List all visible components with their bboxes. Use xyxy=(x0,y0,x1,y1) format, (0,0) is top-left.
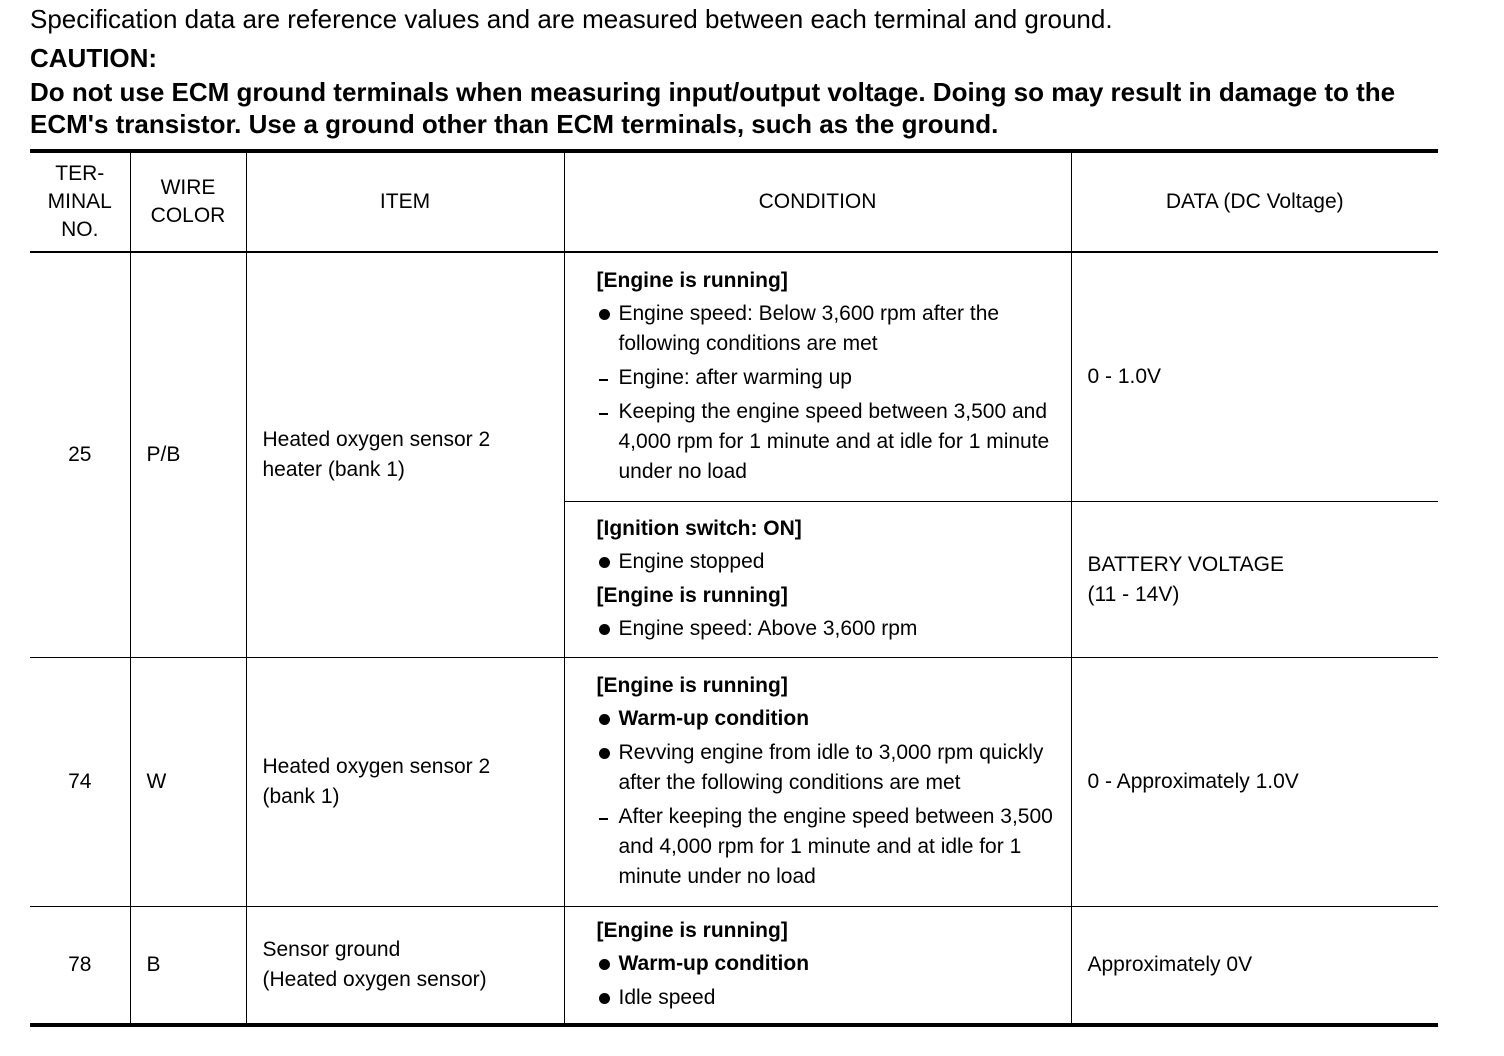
item-cell xyxy=(246,252,564,658)
item-line: heater (bank 1) xyxy=(262,458,405,481)
header-data: DATA (DC Voltage) xyxy=(1071,151,1438,252)
condition-bullet: Engine stopped xyxy=(618,549,765,573)
wire-color: P/B xyxy=(130,252,246,658)
condition-bullet: Idle speed xyxy=(618,985,716,1009)
condition-subbullet: After keeping the engine speed between 3,500 and 4,000 rpm for 1 minute and at idle for 1 minute under no load xyxy=(618,804,1053,888)
condition-header: [Engine is running] xyxy=(596,673,788,697)
condition-header: [Ignition switch: ON] xyxy=(596,516,802,540)
data-value: Approximately 0V xyxy=(1087,953,1253,976)
condition-cell xyxy=(564,658,1071,907)
header-terminal-line: NO. xyxy=(61,218,99,241)
item-cell xyxy=(246,658,564,907)
item-line: (bank 1) xyxy=(262,785,340,808)
wire-color: B xyxy=(130,907,246,1026)
data-cell xyxy=(1071,252,1438,502)
header-terminal-no xyxy=(30,151,130,252)
condition-bullet: Warm-up condition xyxy=(618,951,810,975)
caution-body: Do not use ECM ground terminals when measuring input/output voltage. Doing so may result in damage to the ECM's transistor. Use a ground other than ECM terminals, such as the ground. xyxy=(30,77,1396,139)
data-value: 0 - 1.0V xyxy=(1087,365,1162,388)
terminal-number: 25 xyxy=(68,443,92,466)
data-value: BATTERY VOLTAGE xyxy=(1087,552,1284,576)
wire-color: W xyxy=(130,658,246,907)
condition-cell xyxy=(564,252,1071,502)
data-value: 0 - Approximately 1.0V xyxy=(1087,770,1299,793)
table-header-row xyxy=(30,151,1438,252)
intro-text: Specification data are reference values and are measured between each terminal and ground. xyxy=(30,4,1113,34)
item-cell xyxy=(246,907,564,1026)
condition-header: [Engine is running] xyxy=(596,268,788,292)
header-wire-line: COLOR xyxy=(150,204,226,227)
header-terminal-line: MINAL xyxy=(47,190,112,213)
condition-subbullet: Keeping the engine speed between 3,500 and 4,000 rpm for 1 minute and at idle for 1 minute under no load xyxy=(618,399,1050,483)
header-terminal-line: TER- xyxy=(55,162,105,185)
terminal-spec-table xyxy=(30,149,1438,1027)
item-line: Heated oxygen sensor 2 xyxy=(262,755,491,778)
header-condition: CONDITION xyxy=(564,151,1071,252)
condition-bullet: Engine speed: Above 3,600 rpm xyxy=(618,616,918,640)
item-line: Sensor ground xyxy=(262,938,401,961)
table-row xyxy=(30,252,1438,502)
data-value: (11 - 14V) xyxy=(1087,582,1180,606)
condition-cell xyxy=(564,907,1071,1026)
header-wire-color xyxy=(130,151,246,252)
condition-cell xyxy=(564,502,1071,658)
terminal-number: 78 xyxy=(30,907,130,1026)
header-item: ITEM xyxy=(246,151,564,252)
item-line: (Heated oxygen sensor) xyxy=(262,968,487,991)
data-cell xyxy=(1071,658,1438,907)
condition-bullet: Engine speed: Below 3,600 rpm after the following conditions are met xyxy=(618,301,1000,355)
table-row xyxy=(30,658,1438,907)
caution-title: CAUTION: xyxy=(30,43,158,73)
header-wire-line: WIRE xyxy=(160,176,216,199)
condition-subbullet: Engine: after warming up xyxy=(618,365,852,389)
item-line: Heated oxygen sensor 2 xyxy=(262,428,491,451)
data-cell xyxy=(1071,502,1438,658)
terminal-number: 74 xyxy=(30,658,130,907)
condition-header: [Engine is running] xyxy=(596,918,788,942)
table-row xyxy=(30,907,1438,1026)
condition-bullet: Warm-up condition xyxy=(618,706,810,730)
data-cell xyxy=(1071,907,1438,1026)
condition-bullet: Revving engine from idle to 3,000 rpm quickly after the following conditions are met xyxy=(618,740,1044,794)
condition-header: [Engine is running] xyxy=(596,583,788,607)
